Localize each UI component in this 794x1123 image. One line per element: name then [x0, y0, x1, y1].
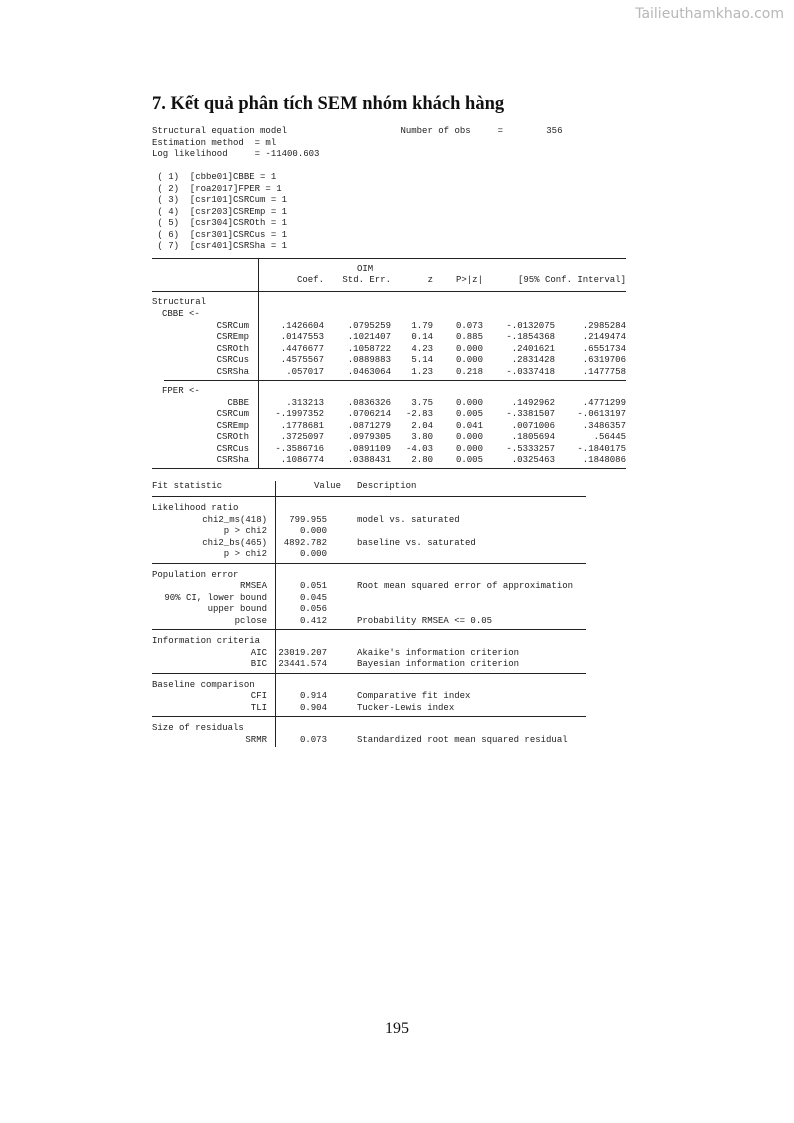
coef-cell: .0071006	[511, 420, 555, 431]
model-header-line: Estimation method = ml	[152, 137, 277, 148]
fit-statistic-name: p > chi2	[223, 549, 267, 559]
fit-value: 0.412	[299, 615, 327, 626]
fit-group-rule	[152, 629, 586, 630]
coef-cell: -.1854368	[506, 332, 555, 342]
fit-value: 0.056	[299, 604, 327, 614]
coef-cell: 0.000	[455, 443, 483, 454]
coef-cell: .4476677	[280, 343, 324, 354]
fit-value: 4892.782	[283, 537, 327, 548]
coef-column-header: Std. Err.	[342, 275, 391, 285]
coef-cell: 0.073	[455, 320, 483, 331]
constraint-line: ( 5) [csr304]CSROth = 1	[152, 218, 288, 228]
coef-cell: .313213	[286, 397, 324, 408]
coef-cell: .057017	[286, 366, 324, 377]
coef-cell: 1.23	[411, 366, 433, 377]
coef-table-top-rule	[152, 258, 626, 259]
fit-header-value: Value	[313, 481, 341, 491]
fit-group-title: Population error	[152, 569, 239, 580]
fit-description: Bayesian information criterion	[357, 659, 520, 669]
coef-cell: .0889883	[347, 355, 391, 365]
fit-statistic-name: AIC	[250, 647, 267, 658]
coef-cell: .1477758	[582, 366, 626, 377]
coef-cell: .2401621	[511, 343, 555, 354]
fit-statistic-name: upper bound	[207, 604, 267, 614]
variable-name: CSRSha	[216, 455, 249, 465]
fit-group-rule	[152, 563, 586, 564]
coef-cell: -.0337418	[506, 366, 555, 377]
coef-cell: .4771299	[582, 397, 626, 408]
coef-cell: .0795259	[347, 320, 391, 331]
coef-cell: -.5333257	[506, 443, 555, 454]
fit-description: Comparative fit index	[357, 691, 471, 701]
constraint-line: ( 6) [csr301]CSRCus = 1	[152, 229, 288, 240]
fit-statistic-name: p > chi2	[223, 526, 267, 536]
coef-cell: .2831428	[511, 355, 555, 365]
section-heading: 7. Kết quả phân tích SEM nhóm khách hàng	[152, 94, 505, 114]
fit-description: Tucker-Lewis index	[357, 702, 455, 713]
coef-cell: .0463064	[347, 366, 391, 377]
coef-cell: .3486357	[582, 420, 626, 431]
coef-cell: 0.005	[455, 409, 483, 419]
fit-statistic-name: RMSEA	[239, 581, 267, 591]
coef-cell: -2.83	[405, 409, 433, 419]
coef-cell: 2.80	[411, 455, 433, 465]
coef-cell: .0147553	[280, 332, 324, 342]
page-number: 195	[385, 1020, 409, 1037]
fit-value: 0.045	[299, 592, 327, 603]
coef-cell: .56445	[593, 432, 626, 442]
fit-group-title: Size of residuals	[152, 723, 244, 733]
coef-cell: 3.75	[411, 397, 433, 408]
coef-cell: 0.14	[411, 332, 433, 342]
coef-cell: 5.14	[411, 355, 433, 365]
model-header-line: Structural equation model Number of obs = 356	[152, 126, 563, 136]
fit-description: baseline vs. saturated	[357, 537, 476, 548]
coef-cell: 0.005	[455, 455, 483, 465]
fit-statistic-name: 90% CI, lower bound	[164, 592, 267, 603]
variable-name: CSROth	[216, 432, 249, 442]
variable-name: CSRCum	[216, 409, 249, 419]
variable-name: CSRCus	[216, 355, 249, 365]
oim-label: OIM	[357, 264, 374, 274]
coef-cell: .2149474	[582, 332, 626, 342]
coef-cell: -.1997352	[275, 409, 324, 419]
coef-cell: 0.885	[455, 332, 483, 342]
fit-description: Probability RMSEA <= 0.05	[357, 615, 493, 626]
coef-cell: 2.04	[411, 420, 433, 431]
coef-cell: -.0613197	[577, 409, 626, 419]
coef-column-header: [95% Conf. Interval]	[517, 275, 626, 285]
coef-cell: .0891109	[347, 443, 391, 454]
fit-value: 0.000	[299, 549, 327, 559]
coef-cell: .0871279	[347, 420, 391, 431]
coef-cell: -4.03	[405, 443, 433, 454]
coef-table-header-rule	[152, 291, 626, 292]
fit-statistic-name: TLI	[250, 702, 267, 713]
coef-cell: -.3586716	[275, 443, 324, 454]
constraint-line: ( 1) [cbbe01]CBBE = 1	[152, 172, 277, 182]
model-header-line: Log likelihood = -11400.603	[152, 149, 320, 159]
coef-cell: 0.000	[455, 397, 483, 408]
fit-value: 0.051	[299, 581, 327, 591]
coef-cell: .3725097	[280, 432, 324, 442]
fit-description: Root mean squared error of approximation	[357, 581, 574, 591]
fit-description: model vs. saturated	[357, 514, 460, 525]
coef-cell: .0979305	[347, 432, 391, 442]
coef-cell: .0706214	[347, 409, 391, 419]
coef-cell: -.0132075	[506, 320, 555, 331]
coef-cell: .1848086	[582, 455, 626, 465]
fit-header-rule	[152, 496, 586, 497]
variable-name: CSREmp	[216, 420, 249, 431]
fit-table-vertical-rule	[275, 481, 276, 747]
coef-cell: .1021407	[347, 332, 391, 342]
coef-cell: 1.79	[411, 320, 433, 331]
coef-column-header: Coef.	[296, 275, 324, 285]
constraint-line: ( 7) [csr401]CSRSha = 1	[152, 241, 288, 251]
coef-column-header: P>|z|	[455, 275, 483, 285]
fit-value: 799.955	[289, 514, 327, 525]
coef-cell: .2985284	[582, 320, 626, 331]
fit-value: 23441.574	[278, 659, 327, 669]
coef-cell: 0.000	[455, 343, 483, 354]
variable-name: CSRCus	[216, 443, 249, 454]
coef-cell: .4575567	[280, 355, 324, 365]
fit-value: 0.904	[299, 702, 327, 713]
fit-value: 0.000	[299, 526, 327, 536]
coef-cell: .1058722	[347, 343, 391, 354]
coef-cell: .1086774	[280, 455, 324, 465]
fit-group-title: Information criteria	[152, 636, 261, 646]
variable-name: CBBE	[227, 397, 249, 408]
block-separator-rule	[164, 380, 626, 381]
coef-cell: -.1840175	[577, 443, 626, 454]
coef-cell: 0.218	[455, 366, 483, 377]
equation-label: CBBE <-	[162, 309, 200, 319]
coef-column-header: z	[427, 275, 433, 285]
fit-group-rule	[152, 716, 586, 717]
coef-cell: .0836326	[347, 397, 391, 408]
variable-name: CSRSha	[216, 366, 249, 377]
fit-header-statistic: Fit statistic	[152, 481, 223, 491]
structural-label: Structural	[152, 297, 207, 307]
fit-group-title: Baseline comparison	[152, 679, 255, 690]
coef-cell: .0325463	[511, 455, 555, 465]
coef-cell: .1426604	[280, 320, 324, 331]
coef-cell: 4.23	[411, 343, 433, 354]
watermark: Tailieuthamkhao.com	[635, 6, 784, 22]
coef-cell: .1492962	[511, 397, 555, 408]
fit-group-rule	[152, 673, 586, 674]
coef-cell: .6319706	[582, 355, 626, 365]
coef-cell: -.3381507	[506, 409, 555, 419]
variable-name: CSRCum	[216, 320, 249, 331]
coef-cell: .1778681	[280, 420, 324, 431]
constraint-line: ( 2) [roa2017]FPER = 1	[152, 183, 282, 194]
coef-cell: .0388431	[347, 455, 391, 465]
fit-value: 0.073	[299, 734, 327, 745]
coef-cell: 0.000	[455, 432, 483, 442]
fit-value: 23019.207	[278, 647, 327, 658]
variable-name: CSROth	[216, 343, 249, 354]
coef-cell: .1805694	[511, 432, 555, 442]
constraint-line: ( 3) [csr101]CSRCum = 1	[152, 195, 288, 205]
constraint-line: ( 4) [csr203]CSREmp = 1	[152, 206, 288, 217]
fit-statistic-name: CFI	[250, 691, 267, 701]
fit-statistic-name: pclose	[234, 615, 267, 626]
variable-name: CSREmp	[216, 332, 249, 342]
fit-statistic-name: chi2_ms(418)	[202, 514, 267, 525]
fit-statistic-name: chi2_bs(465)	[202, 537, 267, 548]
fit-description: Akaike's information criterion	[357, 647, 520, 658]
fit-value: 0.914	[299, 691, 327, 701]
coef-cell: .6551734	[582, 343, 626, 354]
fit-description: Standardized root mean squared residual	[357, 734, 568, 745]
fit-header-description: Description	[357, 481, 417, 491]
coef-cell: 0.041	[455, 420, 483, 431]
fit-statistic-name: BIC	[250, 659, 267, 669]
equation-label: FPER <-	[162, 386, 200, 396]
coef-table-vertical-rule	[258, 258, 259, 468]
coef-cell: 3.80	[411, 432, 433, 442]
fit-group-title: Likelihood ratio	[152, 503, 239, 513]
coef-cell: 0.000	[455, 355, 483, 365]
fit-statistic-name: SRMR	[245, 734, 267, 745]
coef-table-bottom-rule	[152, 468, 626, 469]
